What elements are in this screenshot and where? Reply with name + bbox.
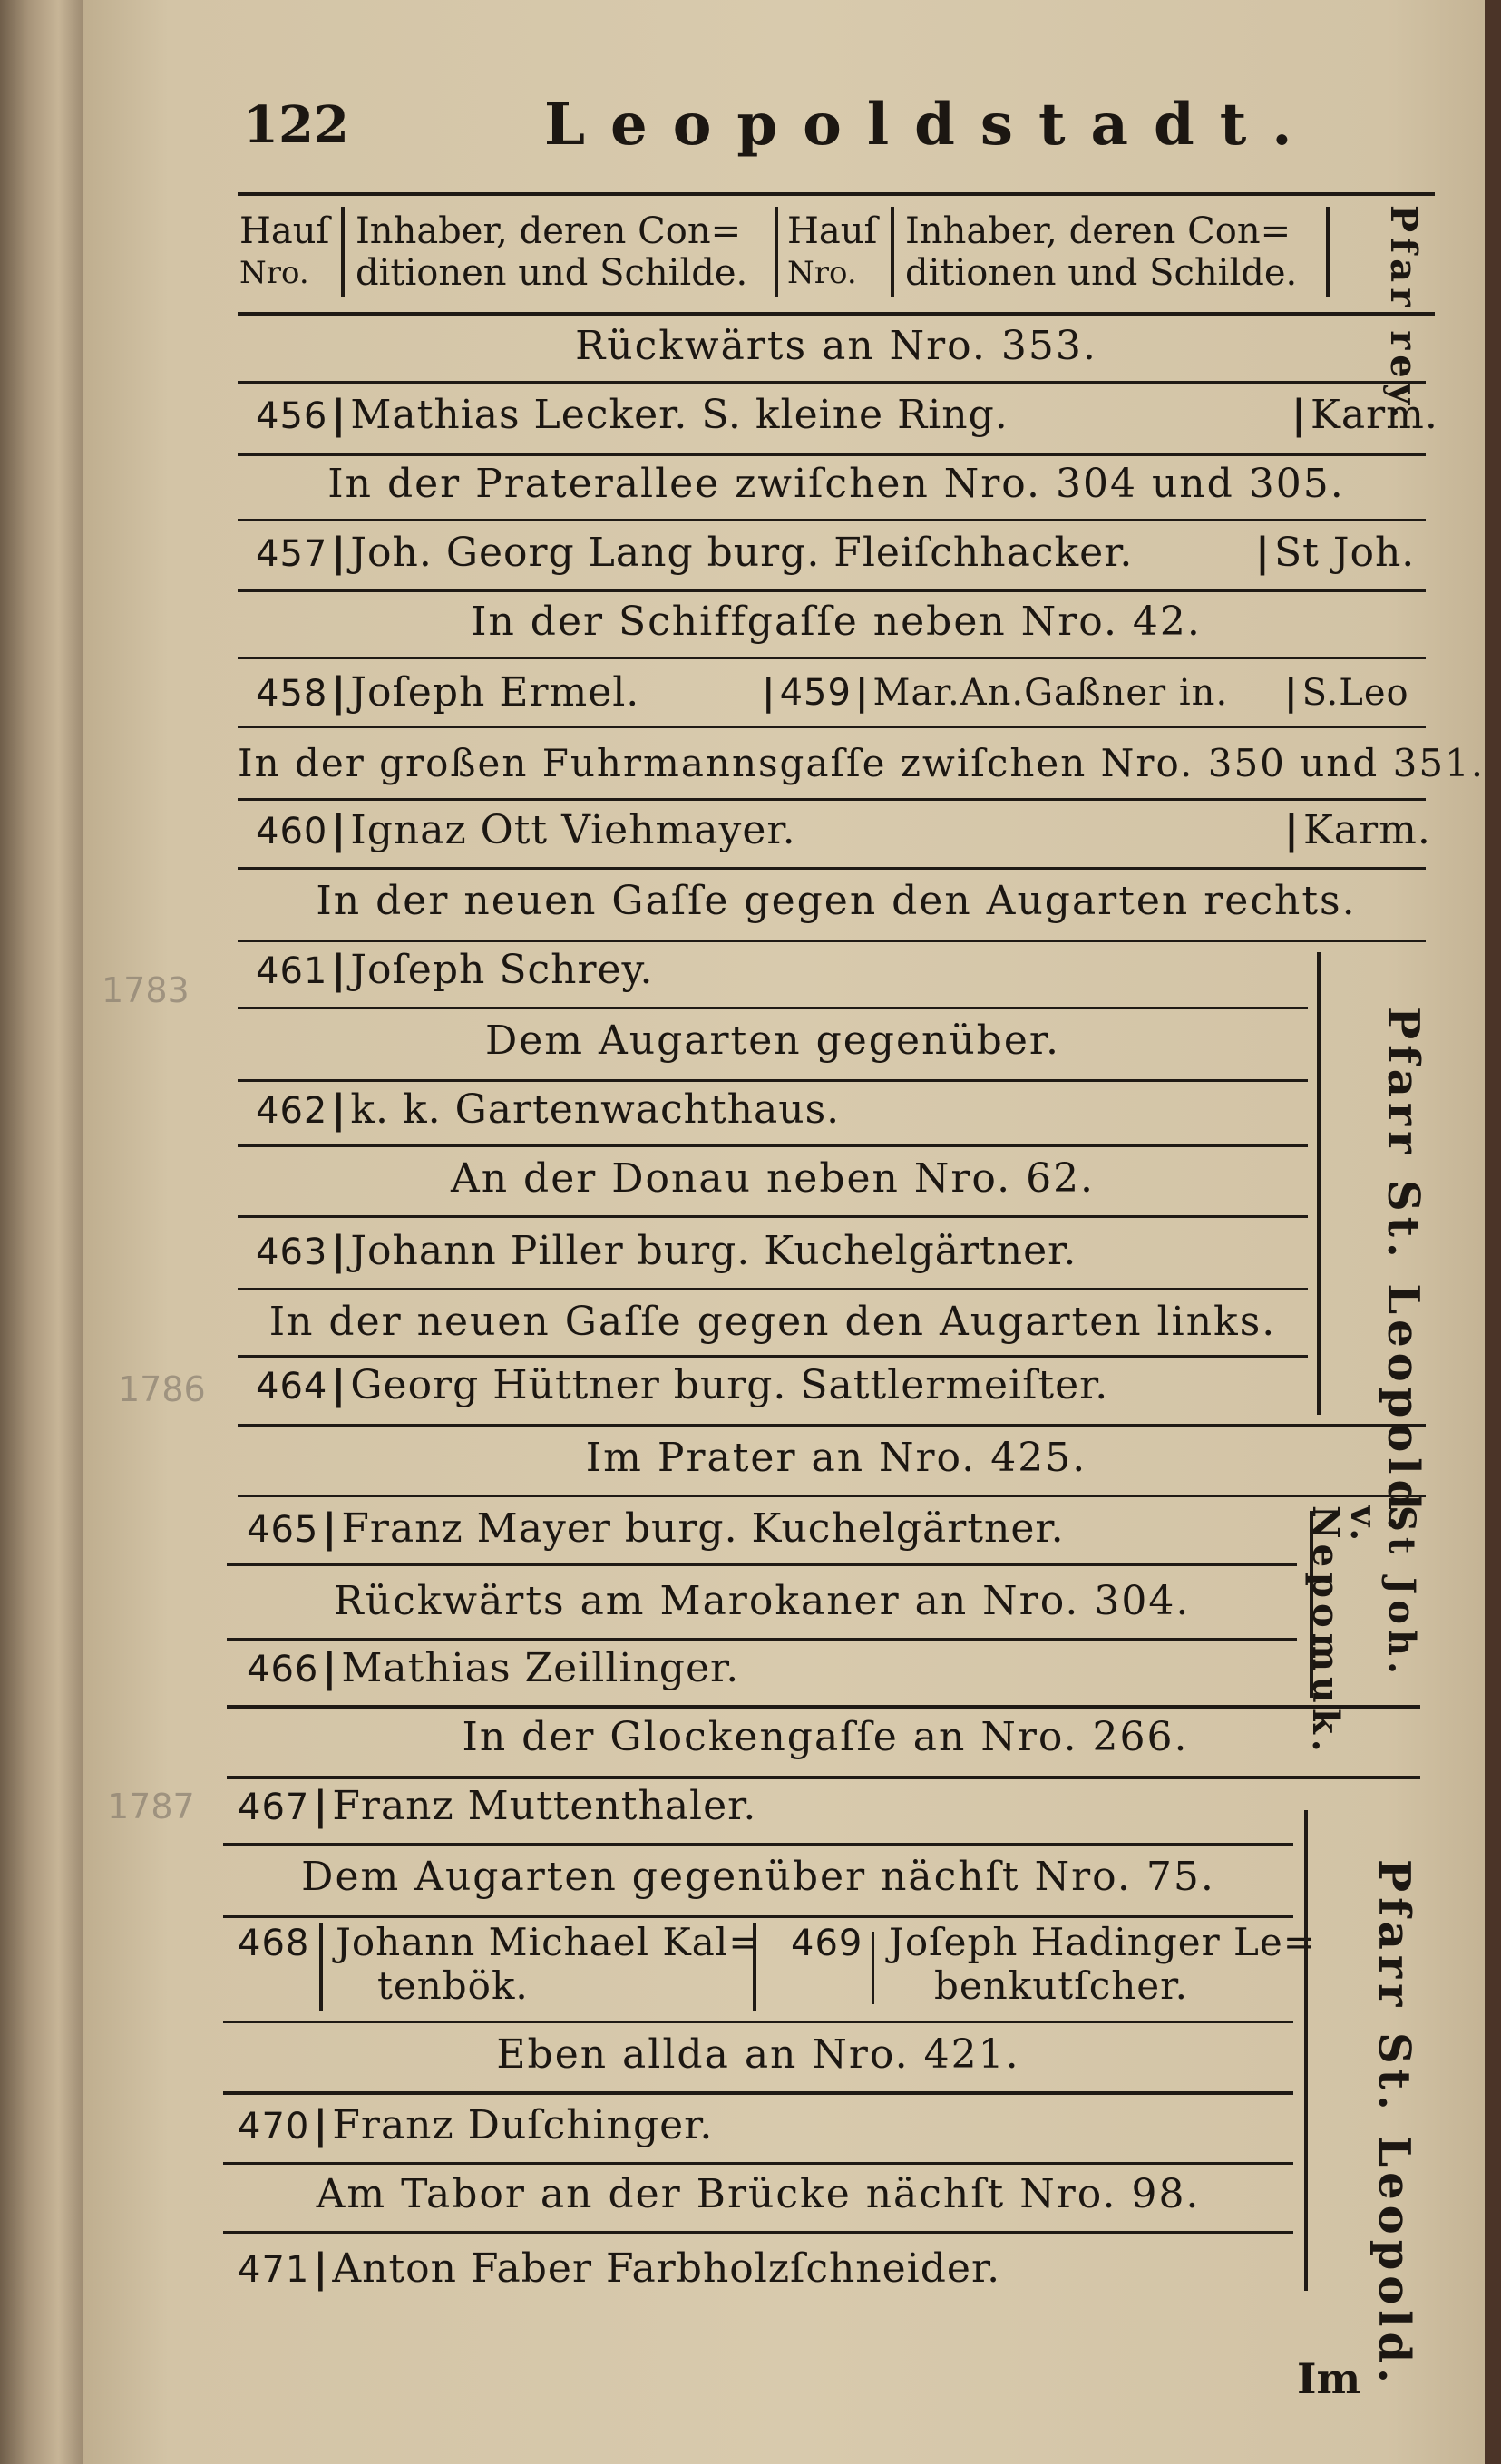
rule-0 [238,381,1426,384]
owner: Mathias Lecker. S. kleine Ring. [350,392,1009,438]
rule-2 [238,519,1426,521]
row-463: 463|Johann Piller burg. Kuchelgärtner. [256,1228,1077,1274]
haus-label-b [787,210,877,294]
house-number: 463 [256,1232,328,1273]
row-459: | 459 | Mar.An.Gaßner in. [762,671,1229,714]
haus-label [239,210,329,294]
header-top-rule [238,192,1435,196]
page-edge [1485,0,1501,2464]
heading-0: Rückwärts an Nro. 353. [575,323,1097,369]
house-number: 467 [238,1787,310,1828]
owner: Georg Hüttner burg. Sattlermeiſter. [350,1362,1109,1408]
owner: Joh. Georg Lang burg. Fleiſchhacker. [350,530,1134,576]
parish-457: |St Joh. [1255,530,1416,576]
margin-note-2: 1786 [118,1369,206,1409]
margin-note-3: 1787 [107,1787,195,1826]
heading-20: In der Glockengaſſe an Nro. 266. [462,1714,1189,1760]
heading-16: Im Prater an Nro. 425. [585,1435,1087,1481]
catchword: Im [1297,2354,1361,2403]
house-number: 461 [256,950,328,992]
haus-label-b-line2: Nro. [787,255,857,291]
parish-name: Karm. [1303,807,1431,853]
rule-15 [238,1424,1426,1427]
row-462: 462|k. k. Gartenwachthaus. [256,1086,841,1133]
parish-name: St Joh. [1274,530,1416,576]
row-467: 467|Franz Muttenthaler. [238,1783,757,1829]
row-456: 456|Mathias Lecker. S. kleine Ring. [256,392,1009,438]
haus-label-line2: Nro. [239,255,309,291]
owner-line2: tenbök. [377,1963,529,2008]
rule-19 [227,1705,1420,1709]
rule-6 [238,798,1426,801]
house-number: 458 [256,673,328,715]
owner: Joſeph Ermel. [350,669,640,716]
row-471: 471|Anton Faber Farbholzſchneider. [238,2245,1001,2292]
row-464: 464|Georg Hüttner burg. Sattlermeiſter. [256,1362,1109,1408]
haus-label-line1: Hauſ [239,210,330,252]
row-457: 457|Joh. Georg Lang burg. Fleiſchhacker. [256,530,1134,576]
rule-25 [223,2162,1293,2165]
header-divider-4 [1326,207,1330,297]
parish-458: | S.Leo [1284,671,1409,714]
rule-5 [238,726,1426,728]
heading-4: In der Schiffgaſſe neben Nro. 42. [471,599,1202,645]
rule-3 [238,589,1426,592]
row-466: 466|Mathias Zeillinger. [247,1645,740,1691]
header-divider-1 [341,207,345,297]
house-number: 468 [238,1923,310,1964]
owner-line2: benkutſcher. [934,1963,1188,2008]
rule-21 [223,1843,1293,1846]
heading-24: Eben allda an Nro. 421. [496,2031,1020,2078]
page-number: 122 [243,95,349,155]
header-bottom-rule [238,312,1435,316]
owner-line1: Joſeph Hadinger Le= [889,1920,1316,1964]
parish-johann: St Joh. v. Nepomuk. [1304,1505,1423,1758]
heading-14: In der neuen Gaſſe gegen den Augarten links. [268,1299,1277,1345]
rule-9 [238,1007,1308,1009]
row-468-divider [753,1923,756,2011]
row-468 [238,1921,309,1965]
header-divider-2 [775,207,778,297]
house-number: 457 [256,533,328,575]
parish-leopold-1: Pfarr St. Leopold. [1378,1007,1428,1536]
owner-line1: Johann Michael Kal= [336,1920,762,1964]
owner: Mar.An.Gaßner in. [872,672,1229,714]
heading-18: Rückwärts am Marokaner an Nro. 304. [333,1578,1191,1624]
heading-10: Dem Augarten gegenüber. [484,1018,1061,1064]
row-469-bar [872,1932,874,2004]
house-number: 462 [256,1090,328,1132]
owner-label-b-line2: ditionen und Schilde. [905,252,1298,294]
row-468-owner [336,1921,761,2008]
house-number: 460 [256,811,328,852]
row-461: 461|Joſeph Schrey. [256,947,654,993]
margin-note-1: 1783 [102,970,190,1010]
parish-name: Karm. [1311,392,1438,438]
haus-label-b-line1: Hauſ [787,210,878,252]
owner: Anton Faber Farbholzſchneider. [332,2245,1001,2292]
heading-22: Dem Augarten gegenüber nächſt Nro. 75. [301,1854,1215,1900]
owner: Ignaz Ott Viehmayer. [350,807,796,853]
rule-7 [238,867,1426,870]
house-number: 469 [791,1923,863,1964]
parish-name: S.Leo [1301,672,1409,714]
house-number: 470 [238,2106,310,2147]
heading-12: An der Donau neben Nro. 62. [450,1155,1096,1202]
rule-26 [223,2231,1293,2234]
owner: Johann Piller burg. Kuchelgärtner. [350,1228,1077,1274]
rule-13 [238,1288,1308,1290]
rule-11 [238,1144,1308,1147]
owner-label-line2: ditionen und Schilde. [356,252,748,294]
rule-4 [238,657,1426,659]
parish-456: |Karm. [1291,392,1438,438]
row-469 [791,1921,863,1965]
house-number: 464 [256,1366,328,1407]
parish-column-divider-1 [1317,952,1321,1415]
rule-24 [223,2091,1293,2095]
house-number: 465 [247,1509,319,1551]
house-number: 471 [238,2249,310,2291]
pfar-label: Pfar rey. [1382,205,1425,424]
house-number: 456 [256,395,328,437]
parish-leopold-2: Pfarr St. Leopold. [1369,1859,1419,2389]
heading-26: Am Tabor an der Brücke nächſt Nro. 98. [316,2171,1201,2217]
running-title: Leopoldstadt. [544,91,1318,159]
parish-column-divider-3 [1304,1810,1308,2291]
row-458: 458|Joſeph Ermel. [256,669,640,716]
rule-20 [227,1776,1420,1779]
rule-14 [238,1355,1308,1358]
header-divider-3 [891,207,894,297]
parish-460: |Karm. [1284,807,1431,853]
row-465: 465|Franz Mayer burg. Kuchelgärtner. [247,1505,1065,1552]
row-468-bar [319,1923,323,2011]
heading-8: In der neuen Gaſſe gegen den Augarten rechts. [316,878,1357,924]
rule-12 [238,1215,1308,1218]
owner-label-line1: Inhaber, deren Con= [356,210,742,252]
rule-17 [227,1563,1297,1566]
owner-label-b [905,210,1297,294]
owner: Joſeph Schrey. [350,947,654,993]
row-460: 460|Ignaz Ott Viehmayer. [256,807,796,853]
rule-22 [223,1915,1293,1918]
row-470: 470|Franz Duſchinger. [238,2102,714,2148]
rule-23 [223,2021,1293,2023]
owner: Franz Mayer burg. Kuchelgärtner. [341,1505,1065,1552]
heading-6: In der großen Fuhrmannsgaſſe zwiſchen Nro. 350 und 351. [238,741,1486,785]
rule-18 [227,1638,1297,1641]
heading-2: In der Praterallee zwiſchen Nro. 304 und 305. [327,461,1345,507]
rule-1 [238,453,1426,456]
owner: Mathias Zeillinger. [341,1645,740,1691]
book-spine [0,0,83,2464]
row-469-owner [889,1921,1316,2008]
house-number: 466 [247,1649,319,1690]
rule-8 [238,940,1426,942]
owner: Franz Duſchinger. [332,2102,714,2148]
rule-16 [238,1495,1426,1497]
owner-label-b-line1: Inhaber, deren Con= [905,210,1291,252]
owner-label [356,210,747,294]
owner: Franz Muttenthaler. [332,1783,757,1829]
rule-10 [238,1079,1308,1082]
owner: k. k. Gartenwachthaus. [350,1086,841,1133]
house-number: 459 [779,672,852,714]
